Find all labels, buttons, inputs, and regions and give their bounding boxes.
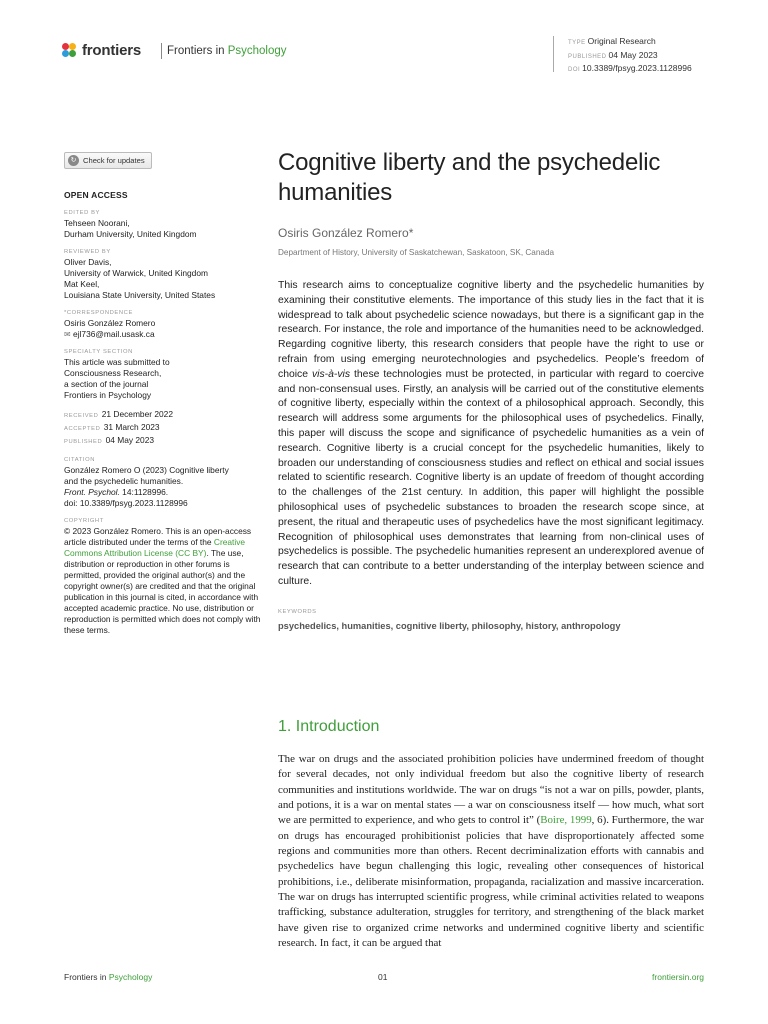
accepted-date: ACCEPTED 31 March 2023 — [64, 422, 160, 432]
mail-icon: ✉ — [64, 330, 71, 339]
meta-type: TYPE Original Research — [568, 36, 656, 46]
correspondence-email[interactable]: ✉ ejl736@mail.usask.ca — [64, 329, 155, 339]
citation-journal: Front. Psychol. 14:1128996. — [64, 487, 169, 497]
citation-label: CITATION — [64, 457, 95, 463]
reviewer-affiliation: University of Warwick, United Kingdom — [64, 268, 208, 278]
copyright-text: © 2023 González Romero. This is an open-access article distributed under the terms of the Creative Commons Attribution License (CC BY). The use, distribution or reproduction in other forums is permitted, provided the original author(s) and the copyright owner(s) are credited and that the original publication in this journal is cited, in accordance with accepted academic practice. No use, distribution or reproduction is permitted which does not comply with these terms. — [64, 526, 261, 635]
citation-line: and the psychedelic humanities. — [64, 476, 184, 486]
page-header — [62, 36, 712, 73]
journal-name[interactable]: Frontiers in Psychology — [167, 45, 287, 57]
page-number: 01 — [378, 972, 388, 982]
open-access-label: OPEN ACCESS — [64, 190, 128, 200]
section-heading: 1. Introduction — [278, 718, 380, 735]
citation-link[interactable]: Boire, 1999 — [540, 814, 592, 827]
article-dates — [64, 409, 264, 448]
header-divider — [161, 43, 162, 59]
author-name[interactable]: Osiris González Romero* — [278, 226, 414, 240]
copyright-label: COPYRIGHT — [64, 518, 104, 524]
reviewer-name: Oliver Davis, — [64, 257, 112, 267]
meta-doi[interactable]: DOI 10.3389/fpsyg.2023.1128996 — [568, 63, 692, 73]
citation-doi[interactable]: doi: 10.3389/fpsyg.2023.1128996 — [64, 498, 188, 508]
article-title: Cognitive liberty and the psychedelic humanities — [278, 149, 661, 206]
citation-line: González Romero O (2023) Cognitive liberty — [64, 465, 229, 475]
license-link[interactable]: Creative Commons Attribution License (CC BY) — [64, 537, 246, 558]
specialty-label: SPECIALTY SECTION — [64, 349, 133, 355]
meta-published: PUBLISHED 04 May 2023 — [568, 49, 658, 60]
correspondence-label: *CORRESPONDENCE — [64, 310, 133, 316]
footer-journal[interactable]: Frontiers in Psychology — [64, 972, 153, 982]
article-meta — [553, 36, 692, 72]
reviewer-affiliation: Louisiana State University, United States — [64, 290, 216, 300]
sidebar — [64, 152, 264, 636]
keywords: psychedelics, humanities, cognitive liberty, philosophy, history, anthropology — [278, 620, 621, 631]
published-date: PUBLISHED 04 May 2023 — [64, 435, 155, 445]
keywords-label: KEYWORDS — [278, 608, 317, 615]
introduction-text: The war on drugs and the associated prohibition policies have undermined freedom of thought for several decades, not only individual freedom but also the cognitive liberty of research communities and institutions worldwide. The war on drugs “is not a war on pills, powder, plants, and potions, it is a war on mental states — a war on consciousness itself — how much, what sort we are permitted to experience, and who gets to control it” (Boire, 1999, 6). Furthermore, the war on drugs has encouraged prohibitionist policies that have disproportionately affected some regions and communities more than others. Recent decriminalization efforts with cannabis and psychedelics have begun challenging this logic, revealing other consequences of historical prohibitions, i.e., deliberate misinformation, propaganda, racialization and massive incarceration. The war on drugs has interrupted scientific progress, while criminal activities related to weapons trafficking, substance adulteration, struggles for territory, and strengthening of the black market have given rise to organized crime networks and undermined cognitive liberty and scientific research. In fact, it can be argued that — [278, 753, 704, 950]
reviewer-name: Mat Keel, — [64, 279, 100, 289]
frontiers-logo-icon — [62, 43, 78, 59]
specialty-line: This article was submitted to — [64, 357, 170, 367]
edited-by-label: EDITED BY — [64, 210, 101, 216]
brand-name: frontiers — [82, 42, 142, 59]
frontiers-logo[interactable] — [62, 42, 141, 59]
received-date: RECEIVED 21 December 2022 — [64, 409, 173, 419]
reviewed-by-label: REVIEWED BY — [64, 249, 111, 255]
footer-site-link[interactable]: frontiersin.org — [652, 972, 704, 982]
specialty-line: a section of the journal — [64, 379, 149, 389]
check-updates-button[interactable]: ↻ Check for updates — [64, 152, 152, 169]
editor-name: Tehseen Noorani, — [64, 218, 130, 228]
editor-affiliation: Durham University, United Kingdom — [64, 229, 197, 239]
page-footer — [64, 972, 704, 984]
specialty-line: Consciousness Research, — [64, 368, 162, 378]
article-main — [278, 148, 704, 631]
author-affiliation: Department of History, University of Saskatchewan, Saskatoon, SK, Canada — [278, 248, 555, 257]
check-updates-icon: ↻ — [68, 155, 79, 166]
specialty-line: Frontiers in Psychology — [64, 390, 152, 400]
abstract: This research aims to conceptualize cognitive liberty and the psychedelic humanities by examining their constitutive elements. The importance of this study lies in the fact that it is widespread to talk about psychedelic science nowadays, but there is a significant gap in the research. For instance, the role and importance of the humanities need to be acknowledged. Regarding cognitive liberty, this research considers that people have the right to use or refrain from using emerging neurotechnologies and psychedelics. People’s freedom of choice vis-à-vis these technologies must be protected, in particular with regard to coercive and non-consensual uses. Firstly, an analysis will be carried out of the constitutive elements of cognitive liberty, especially within the context of a philosophical approach. Secondly, this research will address some arguments for the philosophical uses of psychedelics. Finally, this paper will discuss the scope and significance of psychedelic humanities as a vein of research. Cognitive liberty is a crucial concept for the psychedelic humanities, likely to broaden our understanding of consciousness studies and reflect on ethical and social issues related to scientific research. Cognitive liberty is an update of freedom of thought according to the challenges of the 21st century. In addition, this paper will highlight the possible philosophical uses of psychedelic substances to broaden the research scope since, at present, the ritual and therapeutic uses of psychedelics have the most significant legitimacy. Recognition of philosophical uses demonstrates that learning from non-clinical uses of psychedelics is possible. The psychedelic humanities represent an underexplored avenue of research that can contribute to a better understanding of the interplay between science and culture. — [278, 280, 704, 587]
correspondence-name: Osiris González Romero — [64, 318, 156, 328]
